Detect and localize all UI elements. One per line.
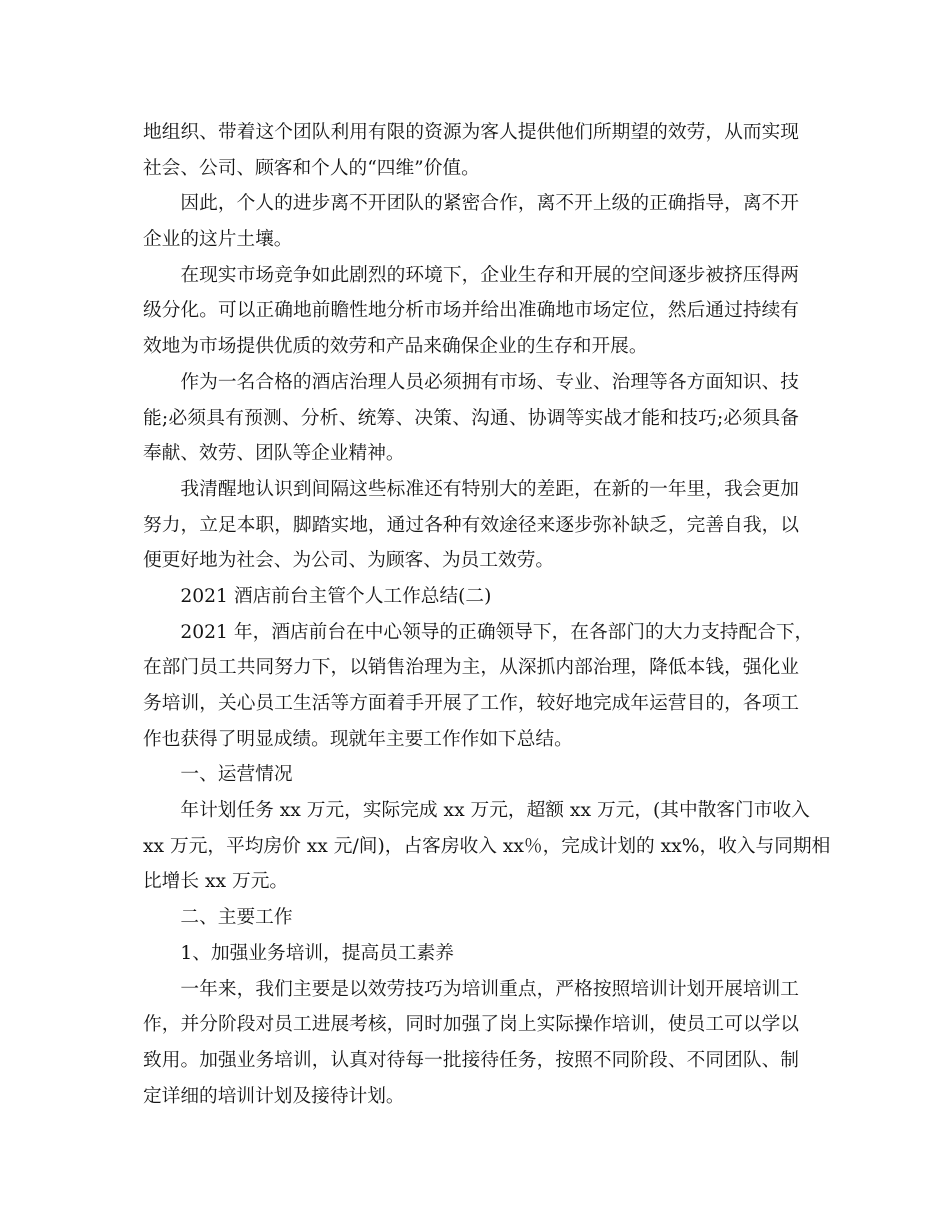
document-body: [143, 115, 831, 1114]
paragraph: [143, 615, 814, 758]
paragraph: [143, 115, 799, 186]
section-heading: [143, 757, 799, 793]
text-line: 年计划任务 xx 万元，实际完成 xx 万元，超额 xx 万元，(其中散客门市收入: [180, 800, 810, 822]
section-title: [143, 579, 799, 615]
text-line: 作，并分阶段对员工进展考核，同时加强了岗上实际操作培训，使员工可以学以: [143, 1014, 799, 1036]
text-line: 2021 年，酒店前台在中心领导的正确领导下，在各部门的大力支持配合下，: [180, 621, 814, 643]
text-line: 我清醒地认识到间隔这些标准还有特别大的差距，在新的一年里，我会更加: [180, 478, 799, 500]
text-line: 致用。加强业务培训，认真对待每一批接待任务，按照不同阶段、不同团队、制: [143, 1049, 799, 1071]
text-line: 企业的这片土壤。: [143, 229, 293, 251]
section-heading-text: 二、主要工作: [180, 907, 293, 929]
text-line: 效地为市场提供优质的效劳和产品来确保企业的生存和开展。: [143, 336, 648, 358]
text-line: 地组织、带着这个团队利用有限的资源为客人提供他们所期望的效劳，从而实现: [143, 122, 799, 143]
paragraph: [143, 472, 799, 579]
section-heading-text: 一、运营情况: [180, 764, 293, 786]
section-heading: [143, 900, 799, 936]
text-line: xx 万元，平均房价 xx 元/间)，占客房收入 xx％，完成计划的 xx%，收入与同期相: [143, 835, 831, 857]
text-line: 务培训，关心员工生活等方面着手开展了工作，较好地完成年运营目的，各项工: [143, 693, 799, 714]
subsection-heading-text: 1、加强业务培训，提高员工素养: [180, 942, 454, 964]
paragraph: [143, 258, 799, 365]
paragraph: [143, 972, 799, 1115]
section-title-text: 2021 酒店前台主管个人工作总结(二): [180, 585, 492, 607]
text-line: 在部门员工共同努力下，以销售治理为主，从深抓内部治理，降低本钱，强化业: [143, 657, 799, 679]
text-line: 定详细的培训计划及接待计划。: [143, 1085, 405, 1107]
text-line: 作也获得了明显成绩。现就年主要工作作如下总结。: [143, 728, 573, 750]
text-line: 作为一名合格的酒店治理人员必须拥有市场、专业、治理等各方面知识、技: [180, 371, 799, 393]
text-line: 努力，立足本职，脚踏实地，通过各种有效途径来逐步弥补缺乏，完善自我，以: [143, 514, 799, 536]
text-line: 因此，个人的进步离不开团队的紧密合作，离不开上级的正确指导，离不开: [180, 193, 799, 215]
text-line: 一年来，我们主要是以效劳技巧为培训重点，严格按照培训计划开展培训工: [180, 978, 799, 1000]
text-line: 能;必须具有预测、分析、统筹、决策、沟通、协调等实战才能和技巧;必须具备: [143, 407, 799, 429]
paragraph: [143, 793, 831, 900]
paragraph: [143, 186, 799, 257]
paragraph: [143, 365, 799, 472]
subsection-heading: [143, 936, 799, 972]
text-line: 级分化。可以正确地前瞻性地分析市场并给出准确地市场定位，然后通过持续有: [143, 300, 799, 322]
text-line: 便更好地为社会、为公司、为顾客、为员工效劳。: [143, 550, 555, 572]
text-line: 社会、公司、顾客和个人的“四维”价值。: [143, 157, 480, 179]
text-line: 在现实市场竞争如此剧烈的环境下，企业生存和开展的空间逐步被挤压得两: [180, 264, 799, 286]
text-line: 比增长 xx 万元。: [143, 871, 289, 893]
text-line: 奉献、效劳、团队等企业精神。: [143, 443, 405, 465]
